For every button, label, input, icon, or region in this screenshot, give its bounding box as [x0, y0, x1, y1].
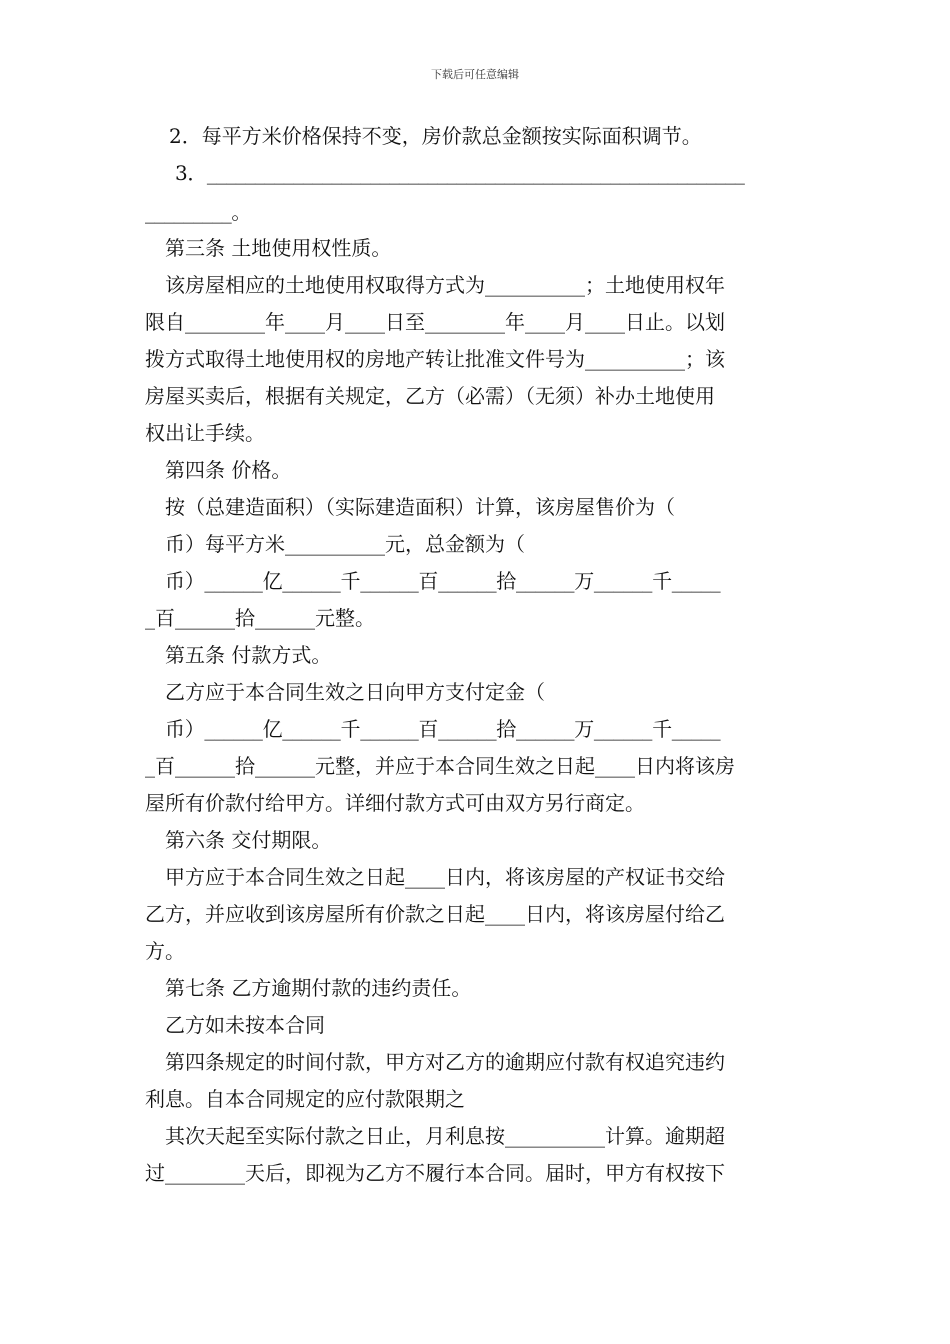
text-line: 币）______亿______千______百______拾______万______千_____: [165, 717, 721, 741]
text-line: 该房屋相应的土地使用权取得方式为__________；土地使用权年: [165, 273, 725, 297]
text-line: 房屋买卖后，根据有关规定，乙方（必需）（无须）补办土地使用: [145, 384, 715, 408]
section-heading: 第四条 价格。: [165, 458, 292, 482]
section-heading: 第六条 交付期限。: [165, 828, 332, 852]
text-line: 拨方式取得土地使用权的房地产转让批准文件号为__________；该: [145, 347, 725, 371]
text-line: 币）每平方米__________元，总金额为（: [165, 532, 525, 556]
text-line: 权出让手续。: [145, 421, 265, 445]
text-line: 2．每平方米价格保持不变，房价款总金额按实际面积调节。: [169, 124, 702, 148]
text-line: 乙方如未按本合同: [165, 1013, 325, 1037]
page-header-note: 下载后可任意编辑: [431, 68, 519, 81]
text-line: 方。: [145, 939, 185, 963]
text-line: 按（总建造面积）（实际建造面积）计算，该房屋售价为（: [165, 495, 675, 519]
section-heading: 第七条 乙方逾期付款的违约责任。: [165, 976, 472, 1000]
text-line: _________。: [145, 200, 252, 224]
section-heading: 第五条 付款方式。: [165, 643, 332, 667]
text-line: 第四条规定的时间付款，甲方对乙方的逾期应付款有权追究违约: [165, 1050, 725, 1074]
text-line: _百______拾______元整，并应于本合同生效之日起____日内将该房: [145, 754, 735, 778]
text-line: 乙方，并应收到该房屋所有价款之日起____日内，将该房屋付给乙: [145, 902, 725, 926]
section-heading: 第三条 土地使用权性质。: [165, 236, 392, 260]
text-line: 乙方应于本合同生效之日向甲方支付定金（: [165, 680, 545, 704]
text-line: 币）______亿______千______百______拾______万______千_____: [165, 569, 721, 593]
text-line: 其次天起至实际付款之日止，月利息按__________计算。逾期超: [165, 1124, 725, 1148]
text-line: 限自________年____月____日至________年____月____日止。以划: [145, 310, 725, 334]
text-line: 利息。自本合同规定的应付款限期之: [145, 1087, 465, 1111]
text-line: 过________天后，即视为乙方不履行本合同。届时，甲方有权按下: [145, 1161, 725, 1185]
text-line: 甲方应于本合同生效之日起____日内，将该房屋的产权证书交给: [165, 865, 725, 889]
text-line: 屋所有价款付给甲方。详细付款方式可由双方另行商定。: [145, 791, 645, 815]
text-line: _百______拾______元整。: [145, 606, 375, 630]
text-line: 3．________________________________________________________: [175, 161, 745, 185]
